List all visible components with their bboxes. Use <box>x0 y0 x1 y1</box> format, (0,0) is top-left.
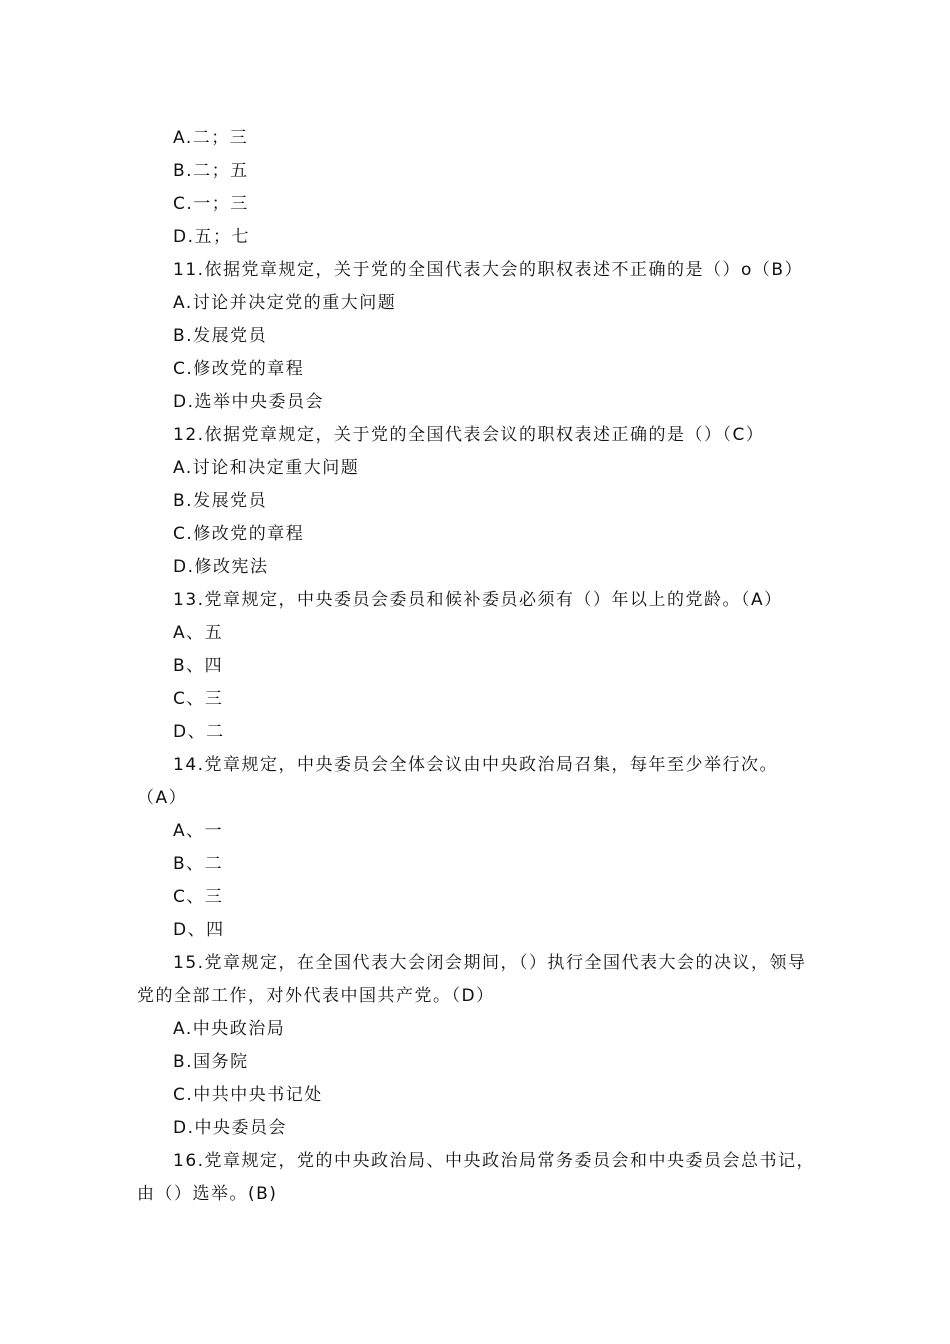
option-c: C、三 <box>173 887 224 907</box>
question-11: 11.依据党章规定，关于党的全国代表大会的职权表述不正确的是（）o（B） <box>173 260 804 280</box>
option-c: C.修改党的章程 <box>173 524 305 544</box>
option-c: C.修改党的章程 <box>173 359 305 379</box>
option-b: B、二 <box>173 854 224 874</box>
option-c: C、三 <box>173 689 224 709</box>
option-c: C.一；三 <box>173 194 249 214</box>
question-16-continuation: 由（）选举。(B) <box>137 1184 278 1204</box>
option-d: D.修改宪法 <box>173 557 269 577</box>
question-13: 13.党章规定，中央委员会委员和候补委员必须有（）年以上的党龄。（A） <box>173 590 783 610</box>
option-b: B.发展党员 <box>173 326 268 346</box>
option-d: D.选举中央委员会 <box>173 392 324 412</box>
question-14-answer: （A） <box>137 788 188 808</box>
option-b: B.国务院 <box>173 1052 249 1072</box>
option-a: A.讨论并决定党的重大问题 <box>173 293 397 313</box>
option-b: B、四 <box>173 656 224 676</box>
question-15-continuation: 党的全部工作，对外代表中国共产党。（D） <box>137 986 495 1006</box>
option-a: A、五 <box>173 623 224 643</box>
option-b: B.发展党员 <box>173 491 268 511</box>
option-d: D、二 <box>173 722 225 742</box>
question-14: 14.党章规定，中央委员会全体会议由中央政治局召集，每年至少举行次。 <box>173 755 779 775</box>
option-d: D、四 <box>173 920 225 940</box>
option-d: D.五；七 <box>173 227 250 247</box>
option-a: A.二；三 <box>173 128 249 148</box>
option-a: A、一 <box>173 821 224 841</box>
question-12: 12.依据党章规定，关于党的全国代表会议的职权表述正确的是（）（C） <box>173 425 765 445</box>
question-15: 15.党章规定，在全国代表大会闭会期间，（）执行全国代表大会的决议，领导 <box>173 953 807 973</box>
question-16: 16.党章规定，党的中央政治局、中央政治局常务委员会和中央委员会总书记， <box>173 1151 816 1171</box>
option-a: A.讨论和决定重大问题 <box>173 458 360 478</box>
document-body <box>137 122 843 1211</box>
option-a: A.中央政治局 <box>173 1019 286 1039</box>
option-c: C.中共中央书记处 <box>173 1085 323 1105</box>
option-b: B.二；五 <box>173 161 249 181</box>
option-d: D.中央委员会 <box>173 1118 287 1138</box>
